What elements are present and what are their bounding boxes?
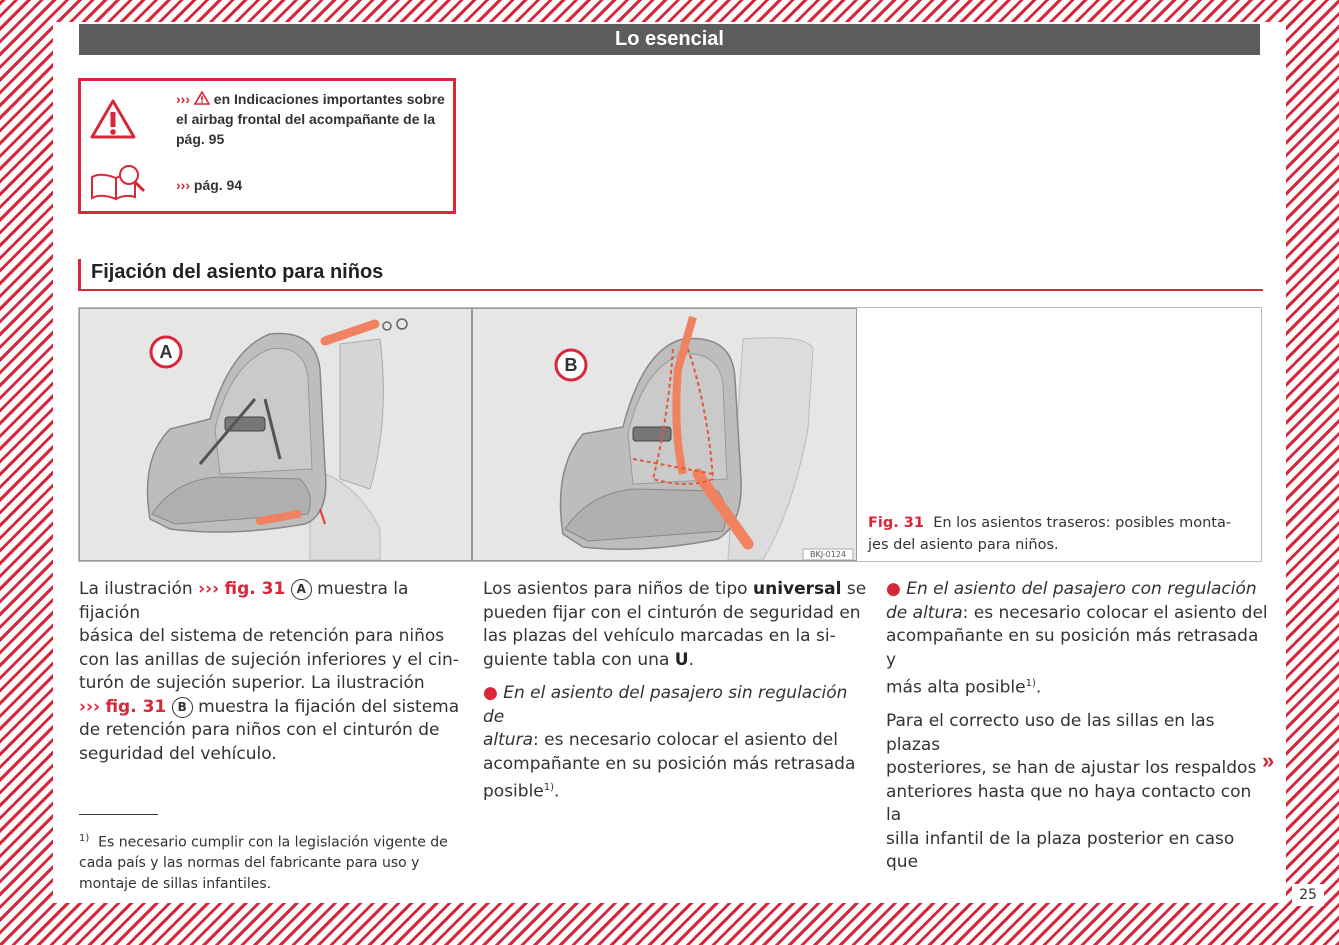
col2-p1-line2: pueden fijar con el cinturón de seguridad en bbox=[483, 602, 861, 623]
col2-p1-line1-b: se bbox=[846, 579, 867, 599]
page-number: 25 bbox=[1292, 884, 1324, 906]
caption-line1: En los asientos traseros: posibles monta- bbox=[933, 515, 1232, 531]
col1-line1-a: La ilustración bbox=[79, 579, 193, 599]
figure-caption bbox=[868, 512, 1253, 556]
column-3-text bbox=[886, 578, 1271, 875]
footnote-ref: 1) bbox=[1025, 678, 1036, 689]
section-title: Fijación del asiento para niños bbox=[91, 261, 384, 283]
figure-code: BKJ-0124 bbox=[809, 550, 847, 559]
col1-line2: básica del sistema de retención para niños bbox=[79, 626, 445, 646]
column-2-text bbox=[483, 578, 868, 804]
footnote-marker: 1) bbox=[79, 833, 90, 844]
small-warning-icon bbox=[194, 91, 210, 105]
col2-p2-line1: En el asiento del pasajero sin regulación de bbox=[483, 683, 848, 727]
caption-line2: jes del asiento para niños. bbox=[868, 537, 1059, 553]
col2-universal-bold: universal bbox=[753, 579, 842, 599]
ref-arrows: ››› bbox=[176, 177, 190, 193]
col2-p1-line3: las plazas del vehículo marcadas en la si- bbox=[483, 626, 836, 646]
header-bar bbox=[79, 24, 1260, 55]
warning-ref-line2: el airbag frontal del acompañante de la bbox=[176, 111, 436, 127]
col2-p2-line4: posible bbox=[483, 781, 544, 802]
col3-p1-line1: En el asiento del pasajero con regulación bbox=[906, 579, 1257, 599]
col1-line3: con las anillas de sujeción inferiores y el cin- bbox=[79, 649, 459, 670]
header-title: Lo esencial bbox=[615, 28, 724, 50]
fig-ref-link[interactable]: fig. 31 bbox=[224, 579, 286, 599]
col1-line1-b: muestra la fijación bbox=[79, 579, 409, 623]
section-heading bbox=[78, 259, 1263, 291]
warning-triangle-icon bbox=[89, 97, 137, 141]
col2-p2-line2-b: : es necesario colocar el asiento del bbox=[533, 730, 838, 750]
continue-arrow-icon: » bbox=[1262, 748, 1275, 773]
col3-p2-line1: Para el correcto uso de las sillas en las plazas bbox=[886, 711, 1215, 755]
child-seat-illustration-b bbox=[473, 309, 856, 560]
footnote-line2: cada país y las normas del fabricante para uso y bbox=[79, 855, 420, 872]
circle-b-icon: B bbox=[172, 697, 193, 718]
col2-p1-line4-a: guiente tabla con una bbox=[483, 649, 670, 670]
col3-p1-line3: acompañante en su posición más retrasada y bbox=[886, 626, 1259, 670]
col2-p2-end: . bbox=[554, 781, 560, 802]
figure-panel-a bbox=[79, 308, 472, 561]
bullet-icon: ● bbox=[886, 579, 901, 599]
footnote-line1: Es necesario cumplir con la legislación vigente de bbox=[98, 834, 448, 851]
col1-line6: de retención para niños con el cinturón de bbox=[79, 720, 440, 740]
footnote-ref: 1) bbox=[543, 782, 555, 793]
footnote-divider bbox=[79, 814, 158, 815]
col3-p1-end: . bbox=[1035, 677, 1042, 698]
warning-box bbox=[78, 78, 456, 214]
bullet-icon: ● bbox=[483, 683, 498, 703]
circle-a-icon: A bbox=[291, 579, 312, 600]
footnote bbox=[79, 829, 459, 894]
col2-p1-line4-b: . bbox=[688, 649, 694, 670]
col3-p1-line4: más alta posible bbox=[886, 677, 1026, 698]
figure-label-b: B bbox=[564, 355, 578, 375]
col3-p2-line4: silla infantil de la plaza posterior en caso que bbox=[886, 828, 1235, 873]
col1-line7: seguridad del vehículo. bbox=[79, 743, 277, 764]
footnote-line3: montaje de sillas infantiles. bbox=[79, 875, 272, 892]
column-1-text bbox=[79, 578, 464, 766]
ref-arrows: ››› bbox=[176, 91, 190, 107]
figure-panel-b bbox=[472, 308, 857, 561]
col3-p1-line2-italic: de altura bbox=[886, 602, 963, 623]
col3-p2-line2: posteriores, se han de ajustar los respaldos bbox=[886, 758, 1257, 779]
col2-p2-line3: acompañante en su posición más retrasada bbox=[483, 753, 856, 774]
col1-line5-b: muestra la fijación del sistema bbox=[198, 696, 460, 717]
page-ref-link[interactable]: pág. 94 bbox=[193, 177, 243, 193]
child-seat-illustration-a bbox=[80, 309, 471, 560]
col3-p1-line2-b: : es necesario colocar el asiento del bbox=[962, 602, 1268, 623]
col3-p2-line3: anteriores hasta que no haya contacto con la bbox=[886, 781, 1252, 826]
ref-arrows: ››› bbox=[79, 696, 101, 717]
warning-ref-line3: pág. 95 bbox=[176, 131, 225, 147]
ref-arrows: ››› bbox=[198, 579, 220, 599]
col2-u-bold: U bbox=[674, 649, 689, 670]
warning-ref-line1[interactable]: en Indicaciones importantes sobre bbox=[213, 91, 445, 107]
fig-ref-link[interactable]: fig. 31 bbox=[105, 696, 167, 717]
col1-line4: turón de sujeción superior. La ilustración bbox=[79, 673, 425, 693]
caption-fig-ref: Fig. 31 bbox=[868, 515, 924, 531]
book-magnifier-icon bbox=[89, 163, 151, 203]
col2-p2-line2-italic: altura bbox=[483, 730, 533, 750]
figure-label-a: A bbox=[159, 342, 173, 362]
col2-p1-line1-a: Los asientos para niños de tipo bbox=[483, 579, 748, 599]
